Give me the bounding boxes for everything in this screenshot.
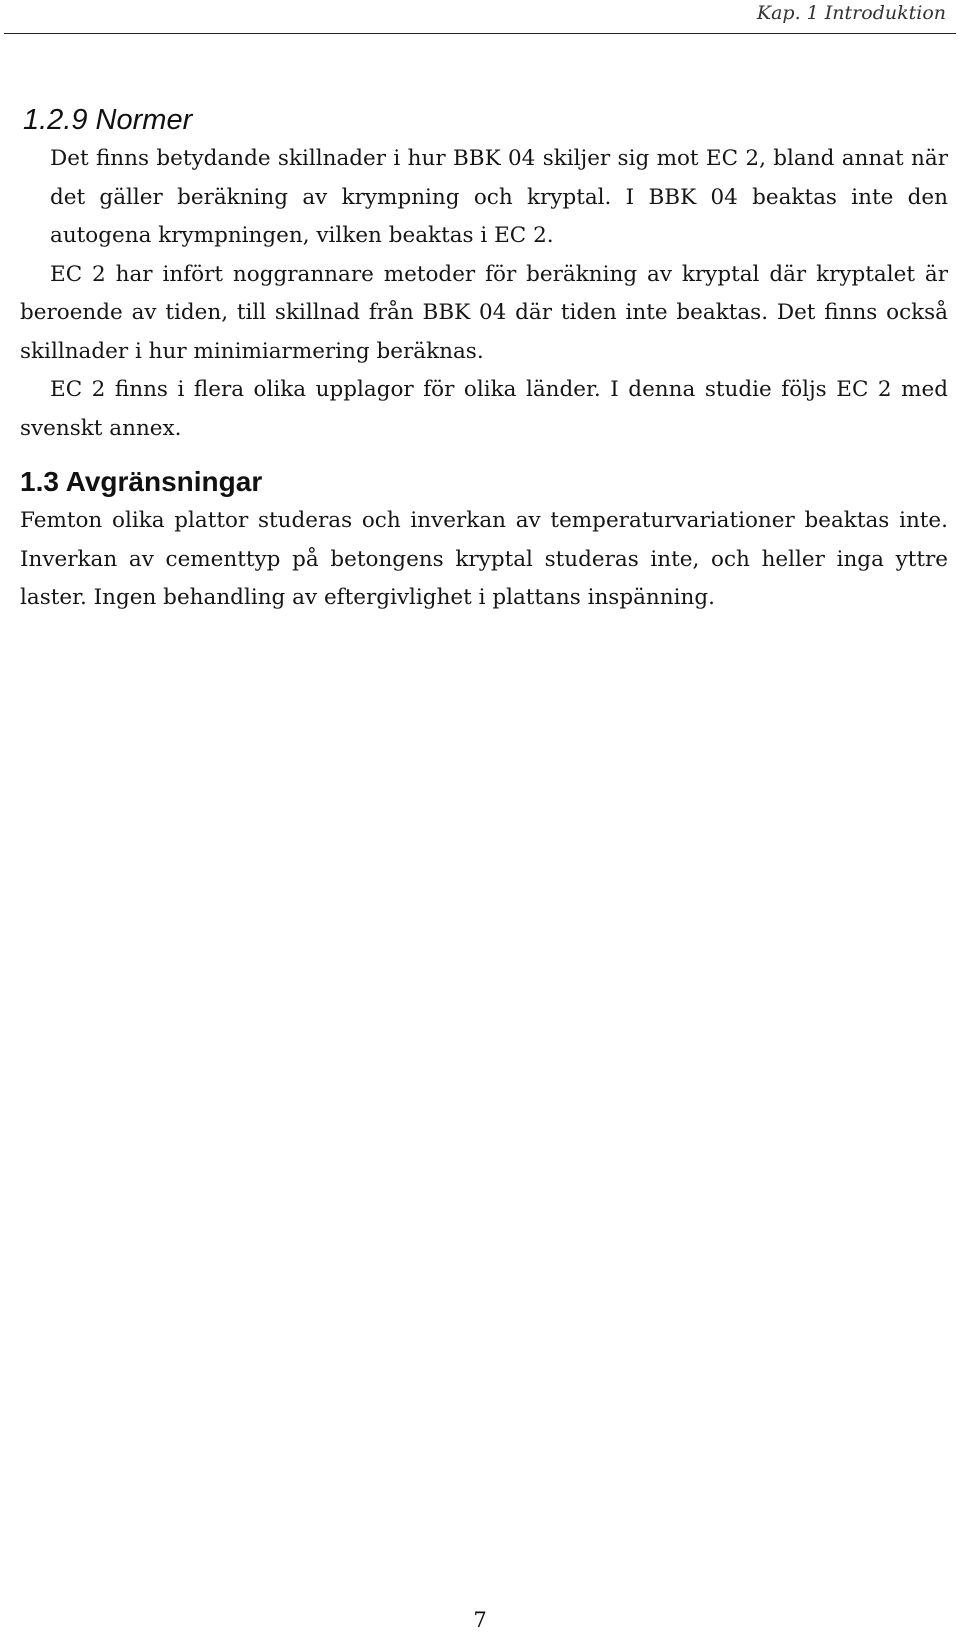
header-rule [4,33,956,34]
running-header [0,0,960,36]
paragraph-normer-1: Det finns betydande skillnader i hur BBK 04 skiljer sig mot EC 2, bland annat när det gäller beräkning av krympning och kryptal. I BBK 04 beaktas inte den autogena krympningen, vilken beaktas i EC 2. [50,146,948,248]
paragraph-normer-3: EC 2 finns i flera olika upplagor för olika länder. I denna studie följs EC 2 med svenskt annex. [20,377,948,441]
page-body [20,100,948,618]
paragraph-normer-2: EC 2 har infört noggrannare metoder för beräkning av kryptal där kryptalet är beroende av tiden, till skillnad från BBK 04 där tiden inte beaktas. Det finns också skillnader i hur minimiarmering beräknas. [20,261,948,364]
paragraph-avgransningar-1: Femton olika plattor studeras och inverkan av temperaturvariationer beaktas inte. Inverkan av cementtyp på betongens kryptal studeras inte, och heller inga yttre laster. Ingen behandling av eftergivlighet i plattans inspänning. [20,508,948,610]
subsection-heading-normer: 1.2.9 Normer [23,104,193,136]
running-header-title: Kap. 1 Introduktion [756,2,946,24]
page-number: 7 [473,1608,487,1632]
section-heading-avgransningar: 1.3 Avgränsningar [20,466,263,497]
